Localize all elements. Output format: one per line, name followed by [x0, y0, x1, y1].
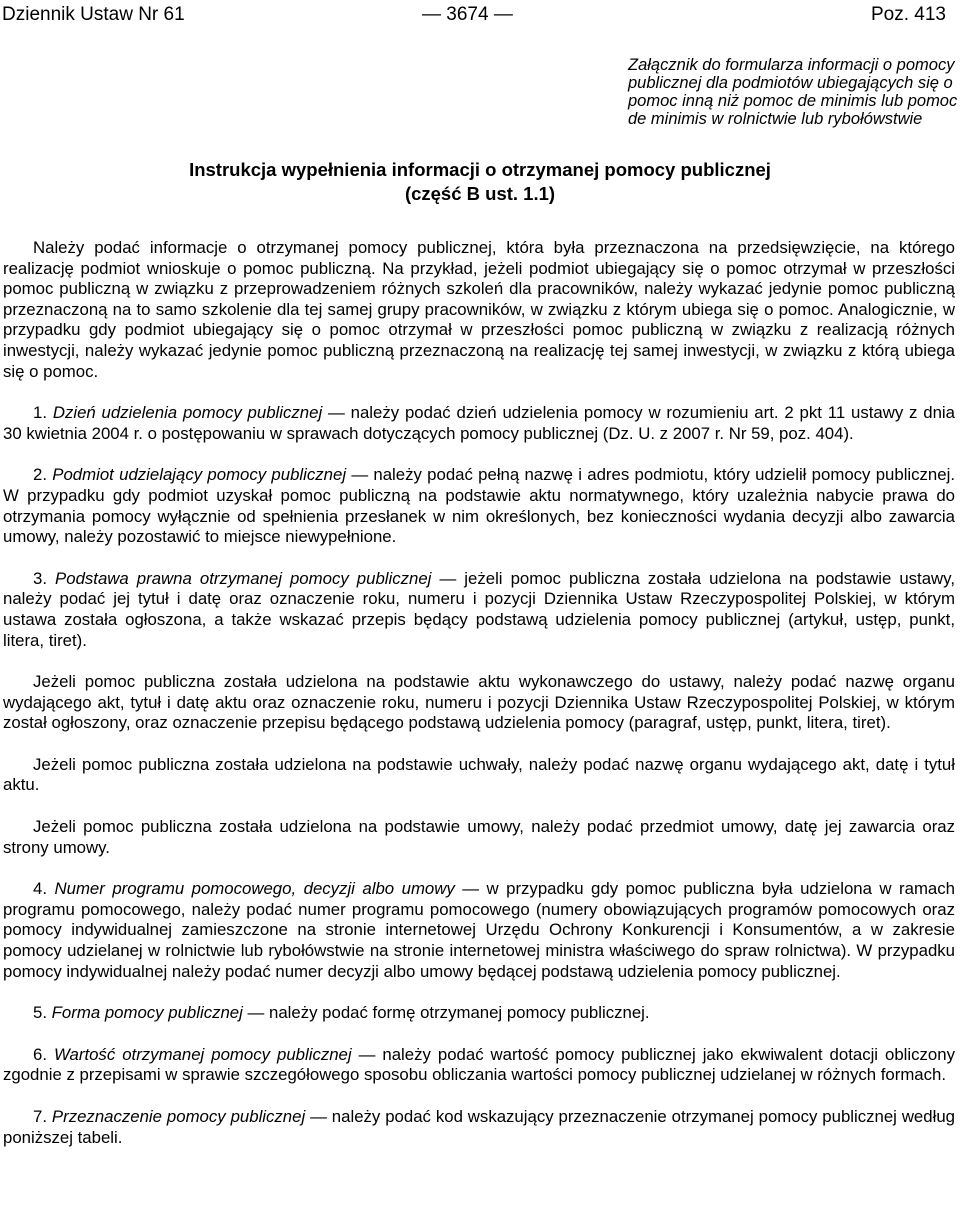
title-line-2: (część B ust. 1.1) — [404, 183, 556, 204]
item-text: — należy podać dzień udzielenia pomocy w rozumieniu art. 2 pkt 11 ustawy z dnia 30 kwietnia 2004 r. o postępowaniu w sprawach dotyczących pomocy publicznej (Dz. U. z 2007 r. Nr 59, poz. 404). — [3, 403, 955, 443]
page-header — [2, 2, 958, 30]
item-term: Dzień udzielenia pomocy publicznej — [52, 403, 323, 423]
item-4 — [3, 879, 955, 982]
item-3 — [3, 569, 955, 651]
intro-paragraph: Należy podać informacje o otrzymanej pomocy publicznej, która była przeznaczona na przedsięwzięcie, na którego realizację podmiot wnioskuje o pomoc publiczną. Na przykład, jeżeli podmiot ubiegający się o pomoc otrzymał w przeszłości pomoc publiczną w związku z przeprowadzeniem różnych szkoleń dla pracowników, należy wykazać jedynie pomoc publiczną przeznaczoną na to samo szkolenie dla tej samej grupy pracowników, w związku z którym ubiega się o pomoc. Analogicznie, w przypadku gdy podmiot ubiegający się o pomoc otrzymał w przeszłości pomoc publiczną w związku z realizacją różnych inwestycji, należy wykazać jedynie pomoc publiczną przeznaczoną na realizację tej samej inwestycji, w związku z którą ubiega się o pomoc. — [3, 238, 955, 381]
item-term: Podstawa prawna otrzymanej pomocy publicznej — [55, 568, 432, 588]
item-term: Numer programu pomocowego, decyzji albo umowy — [54, 879, 455, 899]
item-number: 2. — [33, 465, 47, 485]
item-term: Podmiot udzielający pomocy publicznej — [52, 465, 347, 485]
item-text: — należy podać pełną nazwę i adres podmiotu, który udzielił pomocy publicznej. W przypadku gdy podmiot uzyskał pomoc publiczną na podstawie aktu normatywnego, który uzależnia nabycie prawa do otrzymania pomocy wyłącznie od spełnienia przesłanek w nim określonych, bez konieczności wydania decyzji albo zawarcia umowy, należy pozostawić to miejsce niewypełnione. — [3, 465, 955, 547]
item-number: 1. — [33, 403, 47, 423]
page-number: — 3674 — — [422, 4, 513, 25]
title-line-1: Instrukcja wypełnienia informacji o otrzymanej pomocy publicznej — [189, 159, 771, 180]
position-number: Poz. 413 — [871, 4, 946, 25]
item-3-executive-act: Jeżeli pomoc publiczna została udzielona na podstawie aktu wykonawczego do ustawy, należy podać nazwę organu wydającego akt, tytuł i datę aktu oraz oznaczenie roku, numeru i pozycji Dziennika Ustaw Rzeczypospolitej Polskiej, w którym został ogłoszony, oraz oznaczenie przepisu będącego podstawą udzielenia pomocy (paragraf, ustęp, punkt, litera, tiret). — [3, 672, 955, 733]
item-text: — jeżeli pomoc publiczna została udzielona na podstawie ustawy, należy podać jej tytuł i datę oraz oznaczenie roku, numeru i pozycji Dziennika Ustaw Rzeczypospolitej Polskiej, w którym ustawa została ogłoszona, a także wskazać przepis będący podstawą udzielenia pomocy publicznej (artykuł, ustęp, punkt, litera, tiret). — [3, 568, 955, 650]
item-1 — [3, 403, 955, 444]
item-number: 6. — [33, 1044, 47, 1064]
item-term: Forma pomocy publicznej — [51, 1003, 243, 1023]
item-text: — należy podać kod wskazujący przeznaczenie otrzymanej pomocy publicznej według poniższej tabeli. — [3, 1107, 955, 1147]
item-text: — należy podać formę otrzymanej pomocy publicznej. — [242, 1003, 650, 1023]
item-3-resolution: Jeżeli pomoc publiczna została udzielona na podstawie uchwały, należy podać nazwę organu wydającego akt, datę i tytuł aktu. — [3, 754, 955, 795]
item-text: — należy podać wartość pomocy publicznej jako ekwiwalent dotacji obliczony zgodnie z przepisami w sprawie szczegółowego sposobu obliczania wartości pomocy publicznej udzielanej w różnych formach. — [3, 1044, 955, 1085]
item-term: Przeznaczenie pomocy publicznej — [51, 1107, 306, 1126]
item-2 — [3, 465, 955, 547]
document-title — [0, 158, 960, 206]
item-6 — [3, 1045, 955, 1086]
item-number: 3. — [33, 568, 47, 588]
item-text: — w przypadku gdy pomoc publiczna była udzielona w ramach programu pomocowego, należy podać numer programu pomocowego (numery obowiązujących programów pomocowych oraz pomocy indywidualnej zamieszczone na stronie internetowej Urzędu Ochrony Konkurencji i Konsumentów, a w zakresie pomocy udzielanej w rolnictwie lub rybołówstwie na stronie internetowej ministra właściwego do spraw rolnictwa). W przypadku pomocy indywidualnej należy podać numer decyzji albo umowy będącej podstawą udzielenia pomocy publicznej. — [3, 879, 955, 981]
item-3-contract: Jeżeli pomoc publiczna została udzielona na podstawie umowy, należy podać przedmiot umowy, datę jej zawarcia oraz strony umowy. — [3, 817, 955, 857]
item-number: 5. — [33, 1003, 47, 1023]
journal-title: Dziennik Ustaw Nr 61 — [2, 4, 185, 25]
item-5 — [3, 1003, 955, 1024]
item-7 — [3, 1107, 955, 1148]
item-number: 7. — [33, 1107, 47, 1126]
document-body — [3, 238, 955, 1169]
item-number: 4. — [33, 879, 47, 899]
item-term: Wartość otrzymanej pomocy publicznej — [53, 1044, 352, 1064]
annex-note: Załącznik do formularza informacji o pomocy publicznej dla podmiotów ubiegających się o pomoc inną niż pomoc de minimis lub pomoc de minimis w rolnictwie lub rybołówstwie — [628, 56, 958, 128]
